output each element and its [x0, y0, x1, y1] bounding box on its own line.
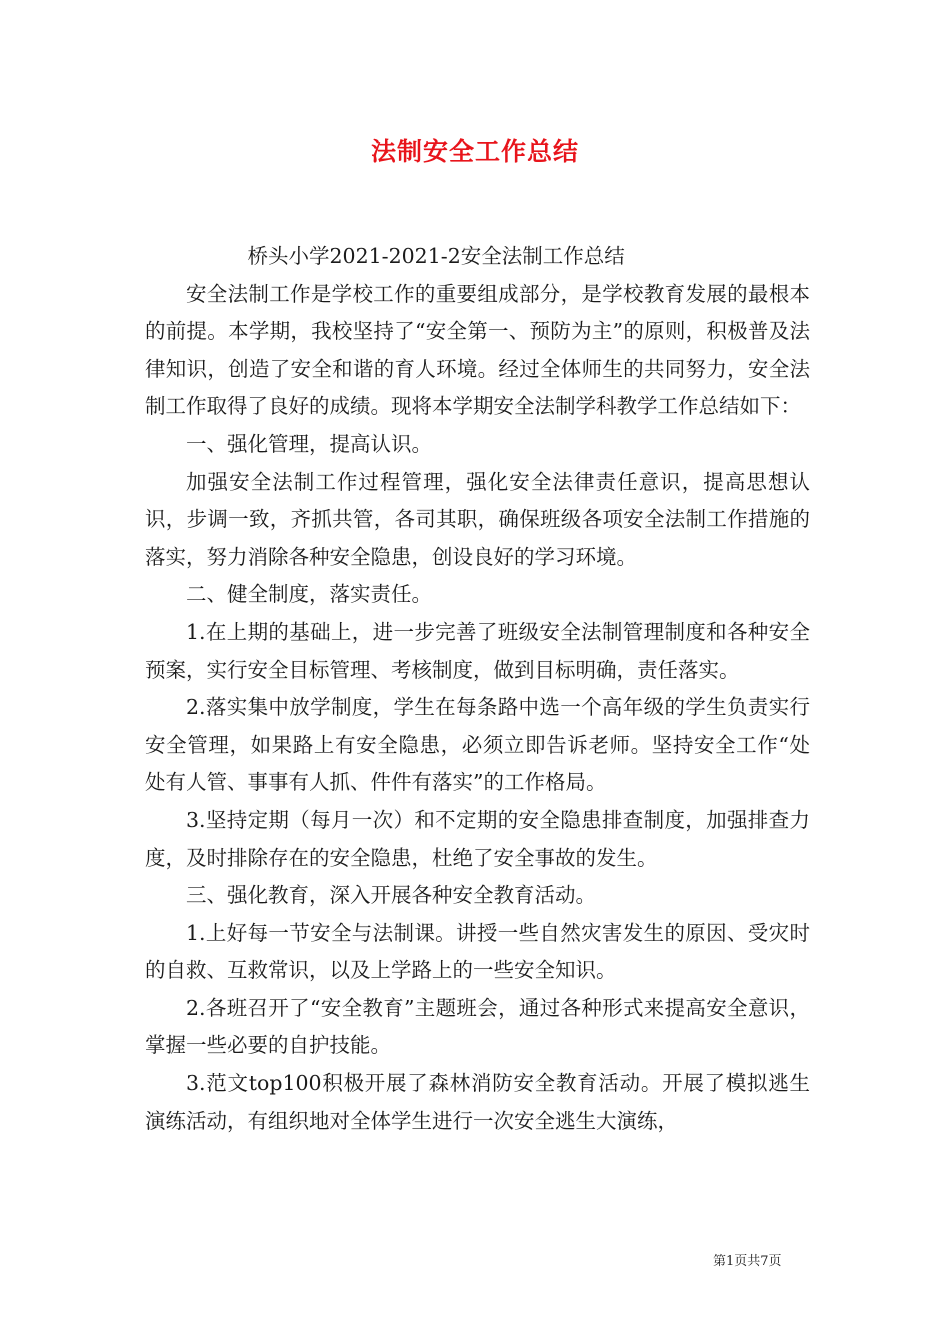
section-heading-3: 三、强化教育，深入开展各种安全教育活动。 — [186, 883, 596, 908]
list-item: 3.坚持定期（每月一次）和不定期的安全隐患排查制度，加强排查力度，及时排除存在的安全隐患，杜绝了安全事故的发生。 — [145, 807, 810, 870]
list-item: 2.各班召开了“安全教育”主题班会，通过各种形式来提高安全意识，掌握一些必要的自护技能。 — [145, 995, 810, 1058]
section-heading-2: 二、健全制度，落实责任。 — [186, 582, 432, 607]
list-item: 1.上好每一节安全与法制课。讲授一些自然灾害发生的原因、受灾时的自救、互救常识，以及上学路上的一些安全知识。 — [145, 920, 810, 983]
list-item: 2.落实集中放学制度，学生在每条路中选一个高年级的学生负责实行安全管理，如果路上有安全隐患，必须立即告诉老师。坚持安全工作“处处有人管、事事有人抓、件件有落实”的工作格局。 — [145, 695, 810, 795]
paragraph: 加强安全法制工作过程管理，强化安全法律责任意识，提高思想认识，步调一致，齐抓共管，各司其职，确保班级各项安全法制工作措施的落实，努力消除各种安全隐患，创设良好的学习环境。 — [145, 469, 810, 569]
list-item: 1.在上期的基础上，进一步完善了班级安全法制管理制度和各种安全预案，实行安全目标管理、考核制度，做到目标明确，责任落实。 — [145, 619, 810, 682]
page-number: 第1页共7页 — [713, 1254, 782, 1269]
document-subtitle: 桥头小学2021-2021-2安全法制工作总结 — [247, 244, 625, 268]
paragraph-intro: 安全法制工作是学校工作的重要组成部分，是学校教育发展的最根本的前提。本学期，我校坚持了“安全第一、预防为主”的原则，积极普及法律知识，创造了安全和谐的育人环境。经过全体师生的共同努力，安全法制工作取得了良好的成绩。现将本学期安全法制学科教学工作总结如下： — [145, 281, 810, 419]
document-body — [145, 238, 810, 1140]
list-item: 3.范文top100积极开展了森林消防安全教育活动。开展了模拟逃生演练活动，有组织地对全体学生进行一次安全逃生大演练， — [145, 1071, 810, 1133]
document-title: 法制安全工作总结 — [370, 137, 579, 166]
section-heading-1: 一、强化管理，提高认识。 — [186, 431, 432, 456]
